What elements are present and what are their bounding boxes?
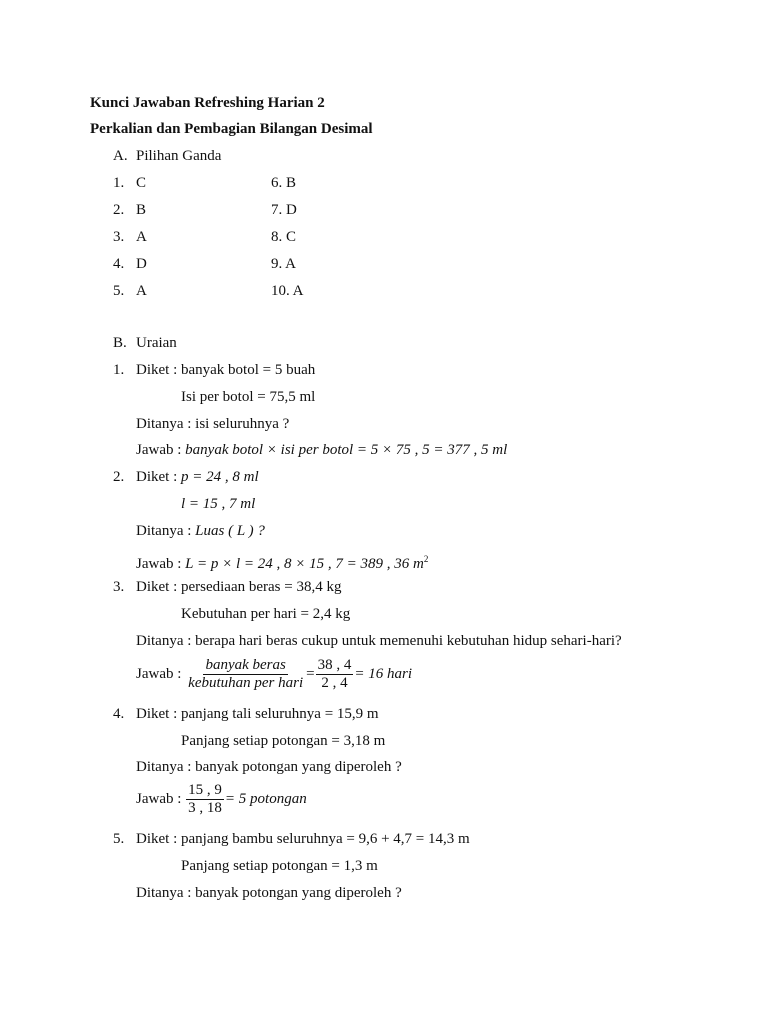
page-title: Kunci Jawaban Refreshing Harian 2 xyxy=(90,95,325,111)
jawab-line xyxy=(136,657,412,692)
answer-choice: A xyxy=(136,229,147,245)
section-b-heading: Uraian xyxy=(136,335,177,351)
answer-number: 4. xyxy=(113,256,125,272)
fraction-denominator: kebutuhan per hari xyxy=(188,675,304,691)
answer-number: 5. xyxy=(113,283,125,299)
diket-line: Panjang setiap potongan = 3,18 m xyxy=(181,733,386,749)
fraction xyxy=(316,657,354,692)
diket-line: Diket : panjang bambu seluruhnya = 9,6 + 4,7 = 14,3 m xyxy=(136,831,470,847)
fraction-numerator: 38 , 4 xyxy=(317,657,352,673)
equals-sign: = xyxy=(306,665,315,682)
fraction-denominator: 2 , 4 xyxy=(321,675,348,691)
jawab-label: Jawab : xyxy=(136,790,182,807)
math-expression: l = 15 , 7 ml xyxy=(181,496,256,512)
answer-choice: A xyxy=(136,283,147,299)
ditanya-line: Ditanya : banyak potongan yang diperoleh ? xyxy=(136,759,402,775)
answer-choice: D xyxy=(136,256,147,272)
math-expression: p = 24 , 8 ml xyxy=(181,469,259,485)
answer-number: 1. xyxy=(113,175,125,191)
ditanya-line xyxy=(136,522,265,540)
jawab-label: Jawab : xyxy=(136,556,182,572)
jawab-line xyxy=(136,441,507,459)
diket-line: Diket : panjang tali seluruhnya = 15,9 m xyxy=(136,706,379,722)
jawab-line xyxy=(136,782,307,817)
math-expression: L = p × l = 24 , 8 × 15 , 7 = 389 , 36 m xyxy=(185,556,424,572)
answer-choice: B xyxy=(136,202,147,218)
answer-item: 10. A xyxy=(271,283,304,299)
page-subtitle: Perkalian dan Pembagian Bilangan Desimal xyxy=(90,121,373,137)
question-number: 4. xyxy=(113,706,125,722)
answer-item: 8. C xyxy=(271,229,297,245)
diket-line: Panjang setiap potongan = 1,3 m xyxy=(181,858,378,874)
diket-line xyxy=(136,468,259,486)
section-a-heading: Pilihan Ganda xyxy=(136,148,222,164)
fraction xyxy=(186,657,305,692)
math-expression: Luas ( L ) ? xyxy=(195,523,265,539)
jawab-label: Jawab : xyxy=(136,442,182,458)
answer-choice: C xyxy=(136,175,147,191)
math-expression: banyak botol × isi per botol = 5 × 75 , 5 = 377 , 5 ml xyxy=(185,442,508,458)
question-number: 2. xyxy=(113,469,125,485)
question-number: 1. xyxy=(113,362,125,378)
section-b-label: B. xyxy=(113,335,127,351)
fraction xyxy=(186,782,224,817)
diket-label: Diket : xyxy=(136,469,178,485)
fraction-denominator: 3 , 18 xyxy=(188,800,222,816)
answer-item: 6. B xyxy=(271,175,297,191)
math-result: = 5 potongan xyxy=(224,790,307,807)
exponent: 2 xyxy=(423,554,429,564)
jawab-label: Jawab : xyxy=(136,665,182,682)
diket-line: Kebutuhan per hari = 2,4 kg xyxy=(181,606,351,622)
jawab-line xyxy=(136,550,428,573)
diket-line: Diket : persediaan beras = 38,4 kg xyxy=(136,579,342,595)
diket-line: Diket : banyak botol = 5 buah xyxy=(136,362,316,378)
ditanya-label: Ditanya : xyxy=(136,523,192,539)
diket-line: Isi per botol = 75,5 ml xyxy=(181,389,316,405)
question-number: 5. xyxy=(113,831,125,847)
math-result: = 16 hari xyxy=(354,665,412,682)
fraction-numerator: 15 , 9 xyxy=(188,782,222,798)
answer-item: 9. A xyxy=(271,256,297,272)
ditanya-line: Ditanya : berapa hari beras cukup untuk memenuhi kebutuhan hidup sehari-hari? xyxy=(136,633,622,649)
fraction-numerator: banyak beras xyxy=(205,657,286,673)
ditanya-line: Ditanya : banyak potongan yang diperoleh ? xyxy=(136,885,402,901)
answer-item: 7. D xyxy=(271,202,297,218)
section-a-label: A. xyxy=(113,148,128,164)
ditanya-line: Ditanya : isi seluruhnya ? xyxy=(136,416,290,432)
answer-number: 3. xyxy=(113,229,125,245)
answer-number: 2. xyxy=(113,202,125,218)
question-number: 3. xyxy=(113,579,125,595)
